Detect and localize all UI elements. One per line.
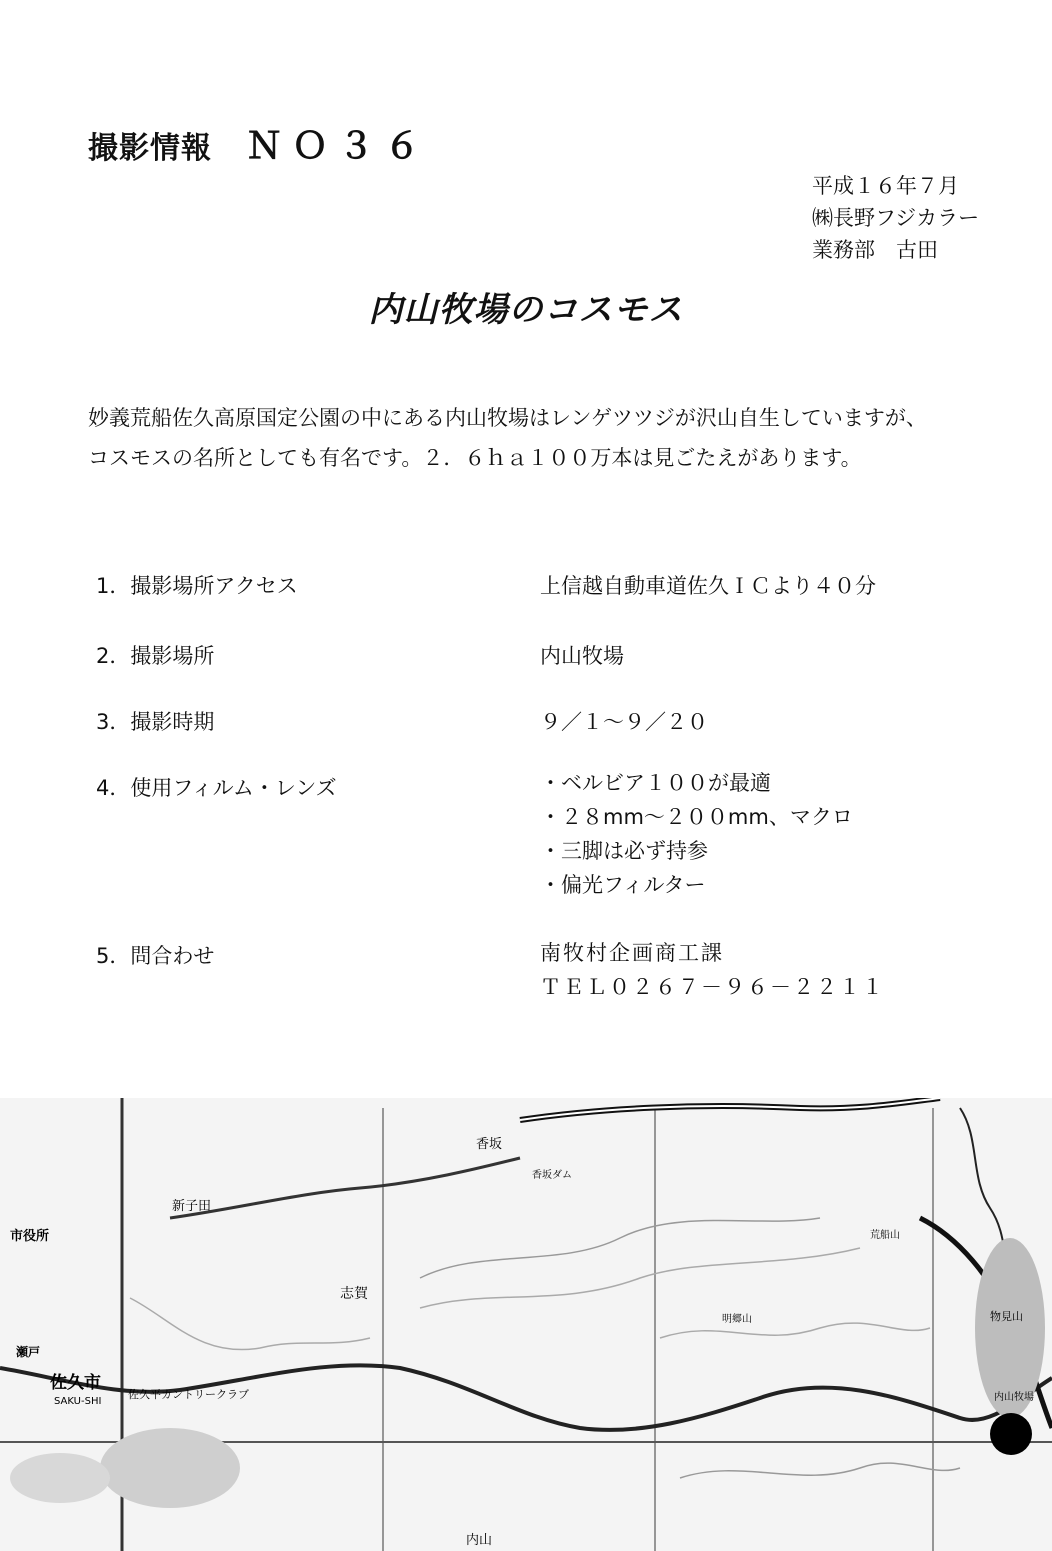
item-label-contact: 5．問合わせ [96,944,215,968]
map-label-myogoyama: 明郷山 [722,1314,752,1325]
heading-number: ＮＯ３６ [246,126,431,167]
item-label-season: 3．撮影時期 [96,710,215,734]
item-value-season: ９／１～９／２０ [540,710,708,734]
map-label-monomiyama: 物見山 [990,1310,1023,1323]
document-heading [88,118,430,169]
map-label-country-club: 佐久平カントリークラブ [128,1388,249,1401]
area-map [0,1098,1052,1551]
map-label-saku-en: SAKU-SHI [54,1396,102,1407]
document-title: 内山牧場のコスモス [368,290,684,330]
item-value-location: 内山牧場 [540,644,624,668]
department: 業務部 古田 [812,238,938,262]
item-label-access: 1．撮影場所アクセス [96,574,298,598]
map-label-shiga: 志賀 [340,1286,368,1302]
map-label-saku: 佐久市 [50,1373,101,1393]
intro-paragraph: 妙義荒船佐久高原国定公園の中にある内山牧場はレンゲツツジが沢山自生していますが、 コスモスの名所としても有名です。２．６ｈａ１００万本は見ごたえがあります。 [88,406,927,470]
map-label-uchiyama-ranch: 内山牧場 [994,1392,1034,1403]
issuer-block [812,170,979,266]
map-label-kosaka: 香坂 [476,1137,503,1152]
item-label-location: 2．撮影場所 [96,644,215,668]
map-label-arafune: 荒船山 [870,1230,900,1241]
item-label-film-lens: 4．使用フィルム・レンズ [96,776,337,800]
map-label-shinkoda: 新子田 [172,1199,212,1214]
heading-label: 撮影情報 [88,131,212,166]
item-value-access: 上信越自動車道佐久ＩＣより４０分 [540,574,876,598]
map-label-uchiyama: 内山 [466,1533,493,1548]
item-value-contact: 南牧村企画商工課 ＴＥＬ０２６７－９６－２２１１ [540,941,885,999]
company-name: ㈱長野フジカラー [812,206,980,230]
item-value-film-lens: ・ベルビア１００が最適 ・２８mm～２００mm、マクロ ・三脚は必ず持参 ・偏光フィルター [540,771,853,897]
map-label-seto: 瀬戸 [16,1345,41,1359]
map-label-cityhall: 市役所 [10,1229,50,1244]
issue-date: 平成１６年７月 [812,174,959,198]
map-label-kosaka-dam: 香坂ダム [532,1170,572,1181]
